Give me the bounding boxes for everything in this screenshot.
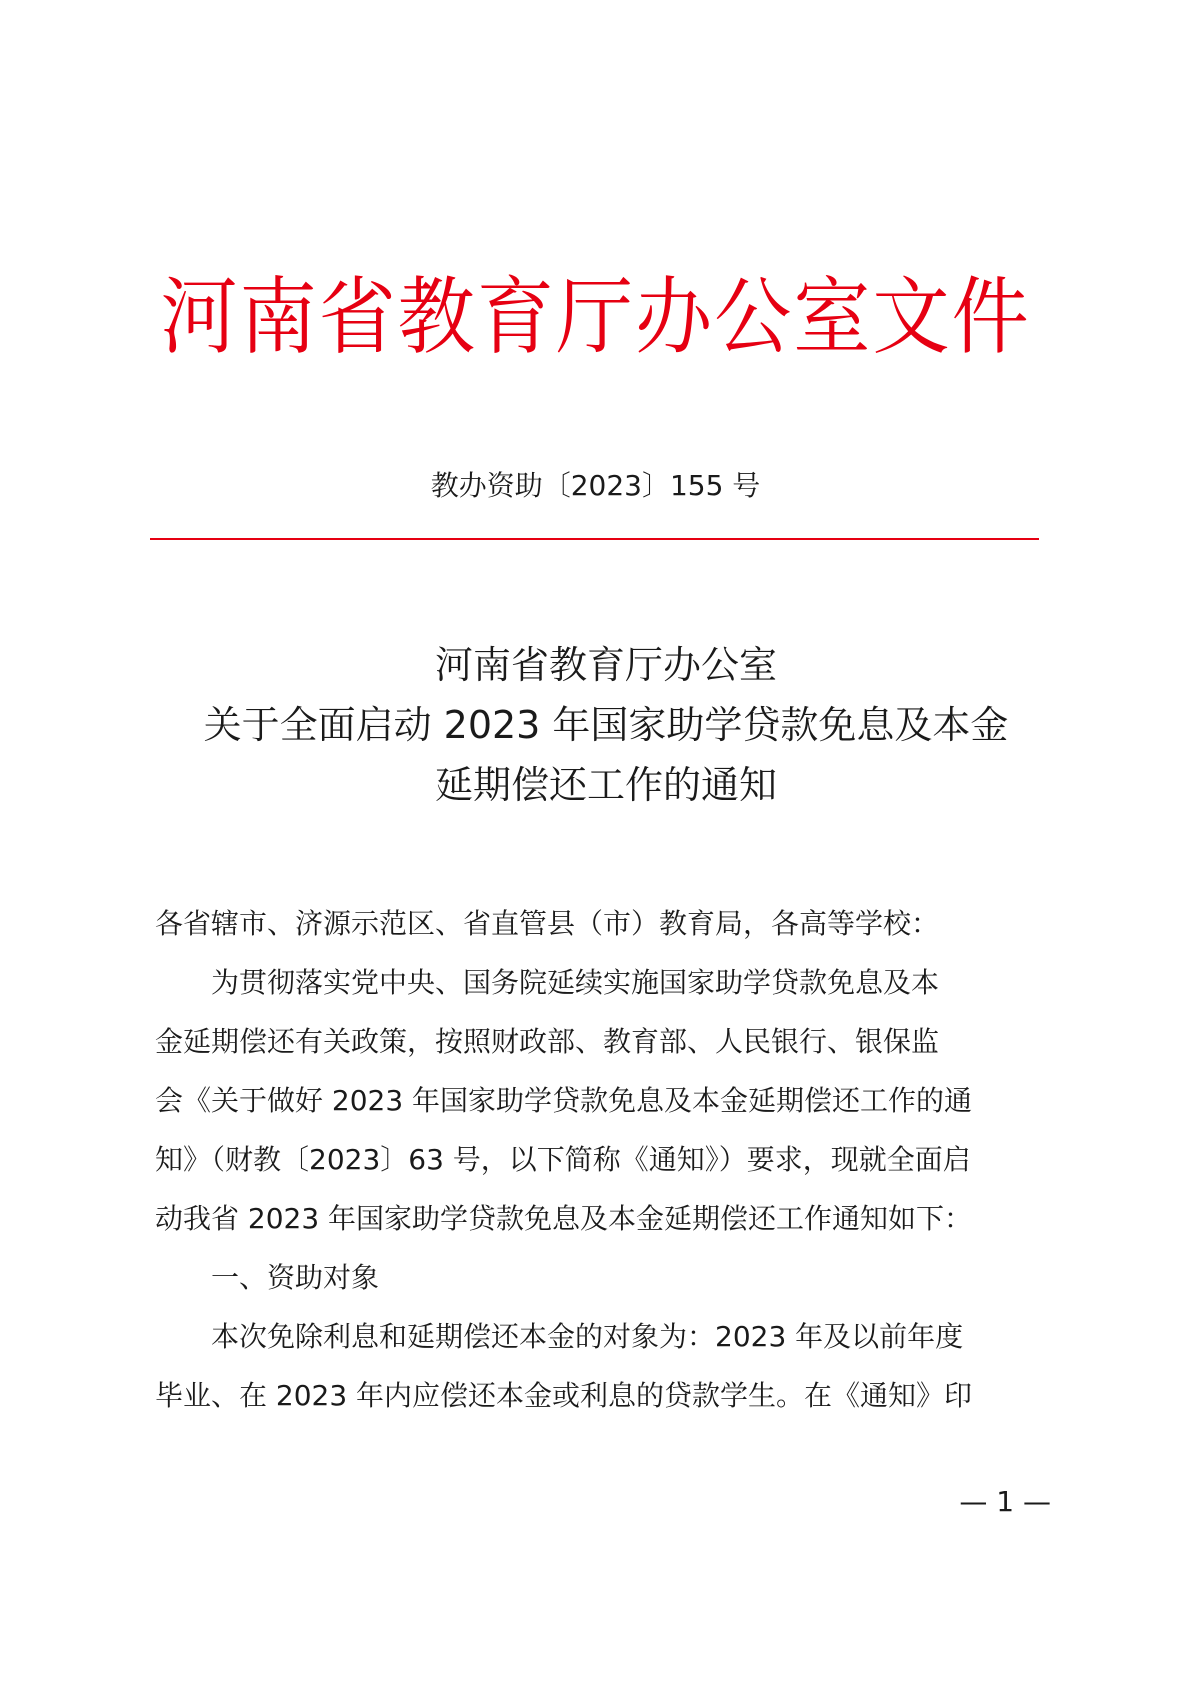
document-number: 教办资助〔2023〕155 号 bbox=[430, 469, 761, 502]
paragraph-1-line-3: 会《关于做好 2023 年国家助学贷款免息及本金延期偿还工作的通 bbox=[155, 1084, 973, 1117]
section-1-heading: 一、资助对象 bbox=[211, 1261, 380, 1294]
paragraph-1-line-5: 动我省 2023 年国家助学贷款免息及本金延期偿还工作通知如下： bbox=[155, 1202, 973, 1235]
paragraph-1-line-1: 为贯彻落实党中央、国务院延续实施国家助学贷款免息及本 bbox=[211, 966, 940, 999]
paragraph-2-line-2: 毕业、在 2023 年内应偿还本金或利息的贷款学生。在《通知》印 bbox=[155, 1379, 973, 1412]
title-line-1: 河南省教育厅办公室 bbox=[434, 643, 777, 687]
salutation: 各省辖市、济源示范区、省直管县（市）教育局，各高等学校： bbox=[155, 907, 940, 940]
title-line-2: 关于全面启动 2023 年国家助学贷款免息及本金 bbox=[203, 703, 1009, 747]
document-masthead: 河南省教育厅办公室文件 bbox=[160, 268, 1031, 366]
document-title bbox=[150, 635, 1062, 815]
document-body bbox=[155, 894, 1060, 1425]
paragraph-1-line-2: 金延期偿还有关政策，按照财政部、教育部、人民银行、银保监 bbox=[155, 1025, 940, 1058]
title-line-3: 延期偿还工作的通知 bbox=[434, 763, 777, 807]
red-divider-line bbox=[150, 538, 1039, 540]
paragraph-1-line-4: 知》（财教〔2023〕63 号，以下简称《通知》）要求，现就全面启 bbox=[155, 1143, 971, 1176]
paragraph-2-line-1: 本次免除利息和延期偿还本金的对象为：2023 年及以前年度 bbox=[211, 1320, 964, 1353]
page-number: — 1 — bbox=[959, 1485, 1051, 1518]
